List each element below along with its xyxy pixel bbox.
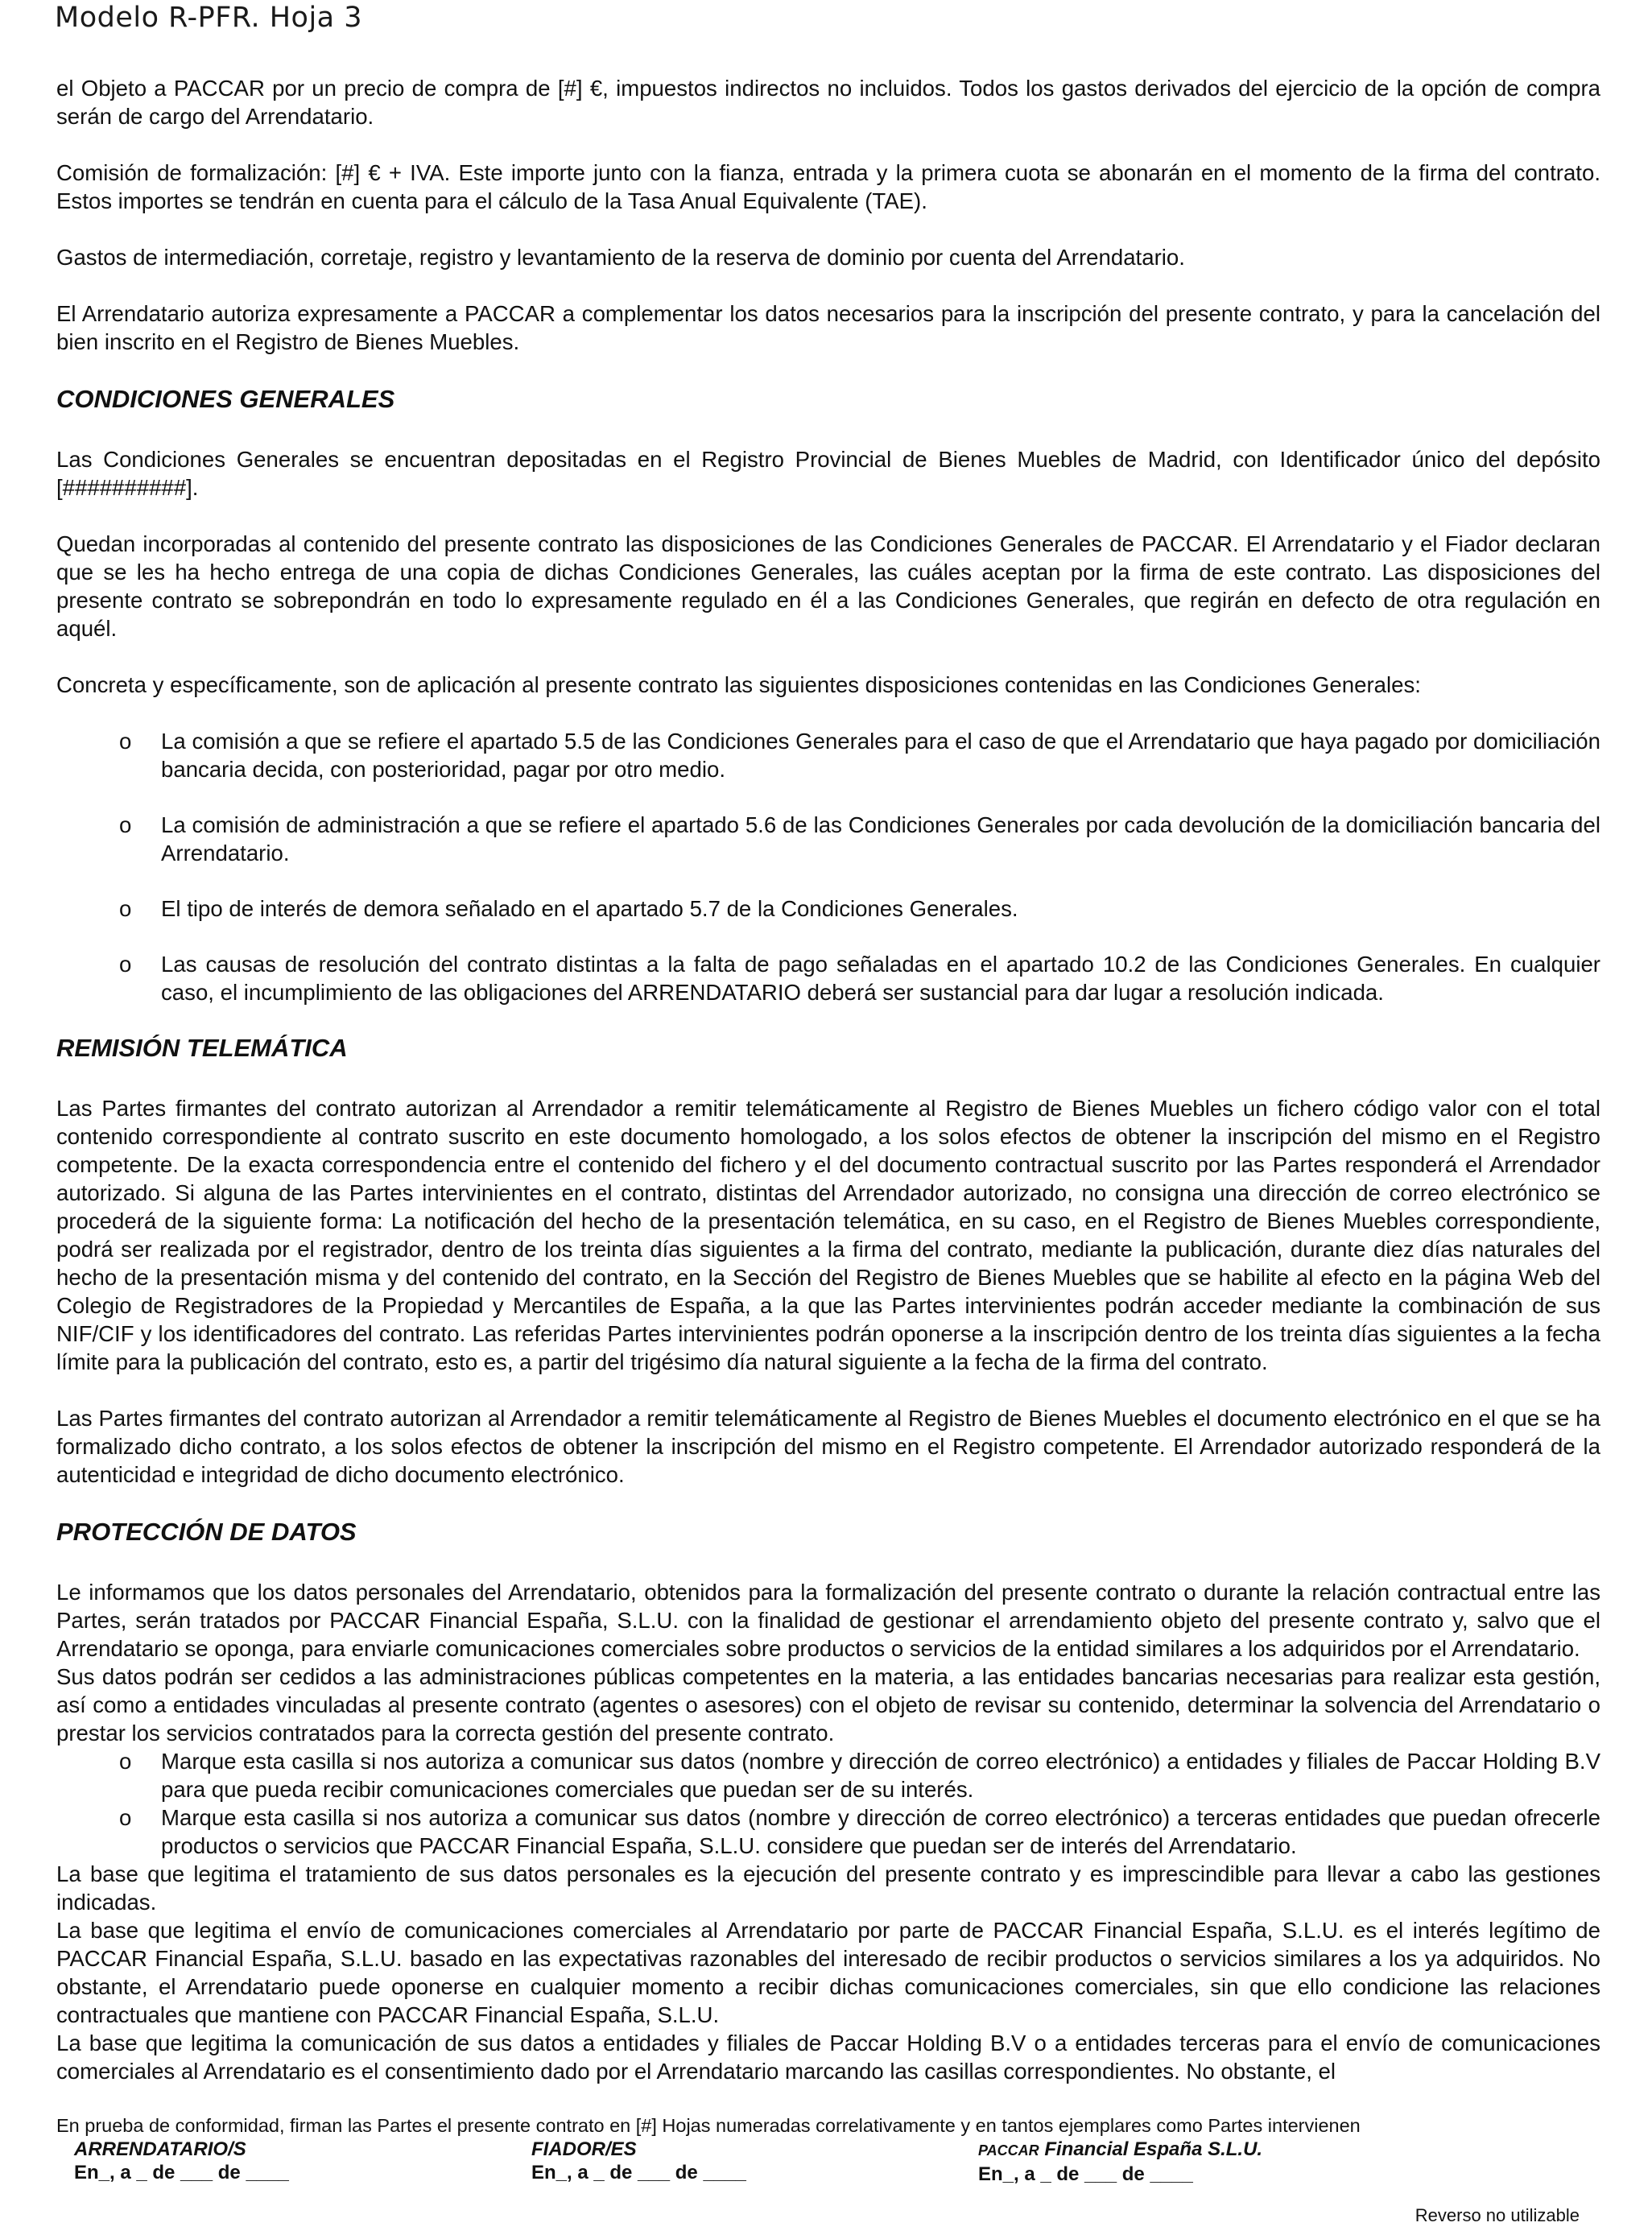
list-item — [56, 727, 1600, 783]
bullet-marker: o — [119, 896, 132, 921]
list-item — [56, 811, 1600, 867]
list-item — [56, 894, 1600, 923]
signature-footer — [56, 2114, 1600, 2187]
proteccion-paragraph-5: La base que legitima la comunicación de sus datos a entidades y filiales de Paccar Holding B.V o a entidades terceras para el envío de comunicaciones comerciales al Arrendatario es el consentimiento dado por el Arrendatario marcando las casillas correspondientes. No obstante, el — [56, 2031, 1600, 2084]
condiciones-paragraph-2: Quedan incorporadas al contenido del presente contrato las disposiciones de las Condiciones Generales de PACCAR. El Arrendatario y el Fiador declaran que se les ha hecho entrega de una copia de dichas Condiciones Generales, las cuáles aceptan por la firma de este contrato. Las disposiciones del presente contrato se sobrepondrán en todo lo expresamente regulado en él a las Condiciones Generales, que regirán en defecto de otra regulación en aquél. — [56, 531, 1600, 641]
intro-paragraph-4: El Arrendatario autoriza expresamente a PACCAR a complementar los datos necesarios para la inscripción del presente contrato, y para la cancelación del bien inscrito en el Registro de Bienes Muebles. — [56, 301, 1600, 354]
signature-role: FIADOR/ES — [531, 2138, 637, 2160]
remision-paragraph-2: Las Partes firmantes del contrato autorizan al Arrendador a remitir telemáticamente al Registro de Bienes Muebles el documento electrónico en el que se ha formalizado dicho contrato, a los solos efectos de obtener la inscripción del mismo en el Registro competente. El Arrendador autorizado responderá de la autenticidad e integridad de dicho documento electrónico. — [56, 1406, 1600, 1487]
list-item-text: Las causas de resolución del contrato distintas a la falta de pago señaladas en el apartado 10.2 de las Condiciones Generales. En cualquier caso, el incumplimiento de las obligaciones del ARRENDATARIO deberá ser sustancial para dar lugar a resolución indicada. — [161, 952, 1600, 1005]
remision-paragraph-1: Las Partes firmantes del contrato autorizan al Arrendador a remitir telemáticamente al Registro de Bienes Muebles un fichero código valor con el total contenido correspondiente al contrato suscrito en este documento homologado, a los solos efectos de obtener la inscripción del mismo en el Registro competente. De la exacta correspondencia entre el contenido del fichero y el del documento contractual suscrito por las Partes responderá el Arrendador autorizado. Si alguna de las Partes intervinientes en el contrato, distintas del Arrendador autorizado, no consigna una dirección de correo electrónico se procederá de la siguiente forma: La notificación del hecho de la presentación telemática, en su caso, en el Registro de Bienes Muebles correspondiente, podrá ser realizada por el registrador, dentro de los treinta días siguientes a la firma del contrato, mediante la publicación, durante diez días naturales del hecho de la presentación misma y del contenido del contrato, en la Sección del Registro de Bienes Muebles que se habilite al efecto en la página Web del Colegio de Registradores de la Propiedad y Mercantiles de España, a la que las Partes intervinientes podrán acceder mediante la combinación de sus NIF/CIF y los identificadores del contrato. Las referidas Partes intervinientes podrán oponerse a la inscripción dentro de los treinta días siguientes a la fecha límite para la publicación del contrato, esto es, a partir del trigésimo día natural siguiente a la fecha de la firma del contrato. — [56, 1096, 1600, 1374]
section-heading-remision: REMISIÓN TELEMÁTICA — [56, 1034, 348, 1062]
intro-paragraph-2: Comisión de formalización: [#] € + IVA. Este importe junto con la fianza, entrada y la primera cuota se abonarán en el momento de la firma del contrato. Estos importes se tendrán en cuenta para el cálculo de la Tasa Anual Equivalente (TAE). — [56, 160, 1600, 213]
checkbox-icon[interactable]: o — [119, 1749, 132, 1774]
list-item-text: La comisión de administración a que se refiere el apartado 5.6 de las Condiciones Generales por cada devolución de la domiciliación bancaria del Arrendatario. — [161, 812, 1600, 865]
section-heading-proteccion: PROTECCIÓN DE DATOS — [56, 1518, 357, 1546]
list-item-text: El tipo de interés de demora señalado en el apartado 5.7 de la Condiciones Generales. — [161, 896, 1018, 921]
condiciones-paragraph-3: Concreta y específicamente, son de aplicación al presente contrato las siguientes disposiciones contenidas en las Condiciones Generales: — [56, 672, 1421, 697]
signature-role: ARRENDATARIO/S — [74, 2138, 246, 2160]
conformidad-text: En prueba de conformidad, firman las Partes el presente contrato en [#] Hojas numeradas correlativamente y en tantos ejemplares como Partes intervienen — [56, 2115, 1361, 2136]
bullet-marker: o — [119, 729, 132, 754]
signature-fiador — [531, 2138, 746, 2184]
signature-paccar — [978, 2138, 1262, 2186]
signature-role — [978, 2138, 1262, 2163]
intro-paragraph-3: Gastos de intermediación, corretaje, registro y levantamiento de la reserva de dominio por cuenta del Arrendatario. — [56, 245, 1185, 270]
signature-blocks — [56, 2138, 1600, 2187]
list-item — [56, 950, 1600, 1006]
proteccion-paragraph-4: La base que legitima el envío de comunicaciones comerciales al Arrendatario por parte de PACCAR Financial España, S.L.U. es el interés legítimo de PACCAR Financial España, S.L.U. basado en las expectativas razonables del interesado de recibir productos o servicios similares a los ya adquiridos. No obstante, el Arrendatario puede oponerse en cualquier momento a recibir dichas comunicaciones comerciales, sin que ello condicione las relaciones contractuales que mantiene con PACCAR Financial España, S.L.U. — [56, 1918, 1600, 2027]
signature-date-line[interactable]: En_, a _ de ___ de ____ — [978, 2163, 1193, 2185]
proteccion-paragraph-2: Sus datos podrán ser cedidos a las administraciones públicas competentes en la materia, a las entidades bancarias necesarias para realizar esta gestión, así como a entidades vinculadas al presente contrato (agentes o asesores) con el objeto de revisar su contenido, determinar la solvencia del Arrendatario o prestar los servicios contratados para la correcta gestión del presente contrato. — [56, 1664, 1600, 1745]
bullet-marker: o — [119, 952, 132, 977]
signature-arrendatario — [74, 2138, 289, 2184]
section-heading-condiciones: CONDICIONES GENERALES — [56, 385, 395, 413]
condiciones-paragraph-1: Las Condiciones Generales se encuentran depositadas en el Registro Provincial de Bienes Muebles de Madrid, con Identificador único del depósito [##########]. — [56, 447, 1600, 500]
proteccion-paragraph-3: La base que legitima el tratamiento de sus datos personales es la ejecución del presente contrato y es imprescindible para llevar a cabo las gestiones indicadas. — [56, 1861, 1600, 1915]
signature-date-line[interactable]: En_, a _ de ___ de ____ — [531, 2162, 746, 2183]
bullet-marker: o — [119, 812, 132, 837]
page-header: Modelo R-PFR. Hoja 3 — [55, 2, 363, 34]
consent-checkbox-list — [56, 1747, 1600, 1860]
list-item-text: La comisión a que se refiere el apartado 5.5 de las Condiciones Generales para el caso de que el Arrendatario que haya pagado por domiciliación bancaria decida, con posterioridad, pagar por otro medio. — [161, 729, 1600, 782]
signature-role-prefix: PACCAR — [978, 2142, 1039, 2159]
consent-checkbox-item[interactable] — [56, 1803, 1600, 1860]
reverso-note: Reverso no utilizable — [1415, 2205, 1580, 2225]
intro-paragraph-1: el Objeto a PACCAR por un precio de compra de [#] €, impuestos indirectos no incluidos. Todos los gastos derivados del ejercicio de la opción de compra serán de cargo del Arrendatario. — [56, 76, 1600, 129]
proteccion-paragraph-1: Le informamos que los datos personales del Arrendatario, obtenidos para la formalización del presente contrato o durante la relación contractual entre las Partes, serán tratados por PACCAR Financial España, S.L.U. con la finalidad de gestionar el arrendamiento objeto del presente contrato y, salvo que el Arrendatario se oponga, para enviarle comunicaciones comerciales sobre productos o servicios de la entidad similares a los adquiridos por el Arrendatario. — [56, 1580, 1600, 1661]
checkbox-label: Marque esta casilla si nos autoriza a comunicar sus datos (nombre y dirección de correo electrónico) a entidades y filiales de Paccar Holding B.V para que pueda recibir comunicaciones comerciales que puedan ser de su interés. — [161, 1749, 1600, 1802]
signature-date-line[interactable]: En_, a _ de ___ de ____ — [74, 2162, 289, 2183]
consent-checkbox-item[interactable] — [56, 1747, 1600, 1803]
checkbox-icon[interactable]: o — [119, 1805, 132, 1830]
document-body — [56, 74, 1600, 2085]
checkbox-label: Marque esta casilla si nos autoriza a comunicar sus datos (nombre y dirección de correo electrónico) a terceras entidades que puedan ofrecerle productos o servicios que PACCAR Financial España, S.L.U. considere que puedan ser de interés del Arrendatario. — [161, 1805, 1600, 1858]
condiciones-list — [56, 727, 1600, 1006]
signature-role-name: Financial España S.L.U. — [1044, 2138, 1263, 2160]
